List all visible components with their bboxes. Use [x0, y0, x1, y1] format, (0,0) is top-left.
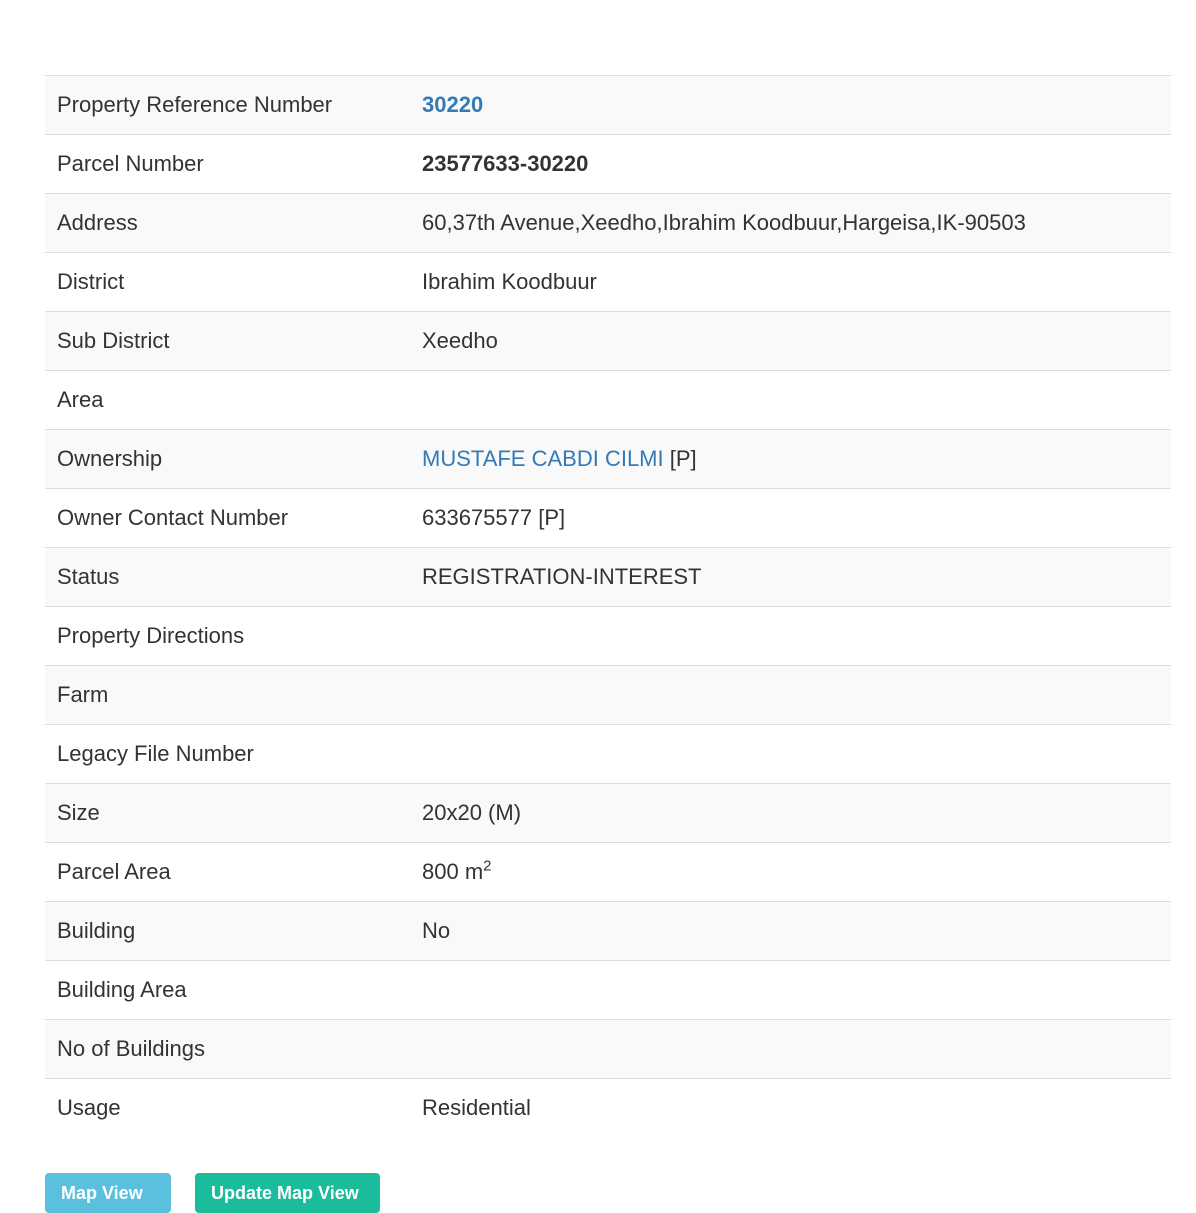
size-label: Size	[57, 799, 100, 825]
area-value	[410, 371, 1171, 430]
size-value: 20x20 (M)	[422, 799, 522, 825]
map-view-button[interactable]: Map View	[45, 1173, 171, 1213]
parcel-area-value-cell	[410, 843, 1171, 902]
owner-contact-number-label: Owner Contact Number	[57, 504, 289, 530]
row-property-reference-number	[45, 76, 1171, 135]
row-legacy-file-number	[45, 725, 1171, 784]
row-ownership	[45, 430, 1171, 489]
ownership-label: Ownership	[57, 445, 163, 471]
row-status	[45, 548, 1171, 607]
legacy-file-number-value	[410, 725, 1171, 784]
row-size	[45, 784, 1171, 843]
row-area	[45, 371, 1171, 430]
owner-name-link[interactable]: MUSTAFE CABDI CILMI	[422, 445, 664, 471]
property-reference-number-label: Property Reference Number	[57, 91, 333, 117]
no-of-buildings-value	[410, 1020, 1171, 1079]
farm-label: Farm	[57, 681, 109, 707]
building-area-label: Building Area	[57, 976, 187, 1002]
row-property-directions	[45, 607, 1171, 666]
sub-district-value: Xeedho	[422, 327, 498, 353]
property-reference-number-value-cell	[410, 76, 1171, 135]
area-label: Area	[57, 386, 104, 412]
usage-value: Residential	[422, 1094, 531, 1120]
row-no-of-buildings	[45, 1020, 1171, 1079]
parcel-area-value: 800 m	[422, 858, 484, 884]
usage-label: Usage	[57, 1094, 121, 1120]
parcel-area-unit-exponent: 2	[483, 857, 492, 875]
row-building	[45, 902, 1171, 961]
address-value: 60,37th Avenue,Xeedho,Ibrahim Koodbuur,Hargeisa,IK-90503	[422, 209, 1026, 235]
row-address	[45, 194, 1171, 253]
row-parcel-area	[45, 843, 1171, 902]
farm-value	[410, 666, 1171, 725]
parcel-area-label: Parcel Area	[57, 858, 171, 884]
row-owner-contact-number	[45, 489, 1171, 548]
sub-district-label: Sub District	[57, 327, 170, 353]
row-parcel-number	[45, 135, 1171, 194]
status-value: REGISTRATION-INTEREST	[422, 563, 702, 589]
building-label: Building	[57, 917, 136, 943]
property-reference-number-link[interactable]: 30220	[422, 91, 484, 117]
parcel-number-label: Parcel Number	[57, 150, 204, 176]
row-sub-district	[45, 312, 1171, 371]
building-area-value	[410, 961, 1171, 1020]
owner-type-tag: [P]	[669, 445, 697, 471]
no-of-buildings-label: No of Buildings	[57, 1035, 205, 1061]
property-directions-value	[410, 607, 1171, 666]
row-farm	[45, 666, 1171, 725]
ownership-value-cell	[410, 430, 1171, 489]
row-usage	[45, 1079, 1171, 1138]
address-label: Address	[57, 209, 138, 235]
property-details-table	[45, 75, 1171, 1137]
district-value: Ibrahim Koodbuur	[422, 268, 597, 294]
building-value: No	[422, 917, 451, 943]
district-label: District	[57, 268, 125, 294]
owner-contact-number-value: 633675577 [P]	[422, 504, 566, 530]
row-district	[45, 253, 1171, 312]
property-directions-label: Property Directions	[57, 622, 245, 648]
update-map-view-button[interactable]: Update Map View	[195, 1173, 380, 1213]
legacy-file-number-label: Legacy File Number	[57, 740, 254, 766]
row-building-area	[45, 961, 1171, 1020]
parcel-number-value: 23577633-30220	[422, 150, 589, 176]
status-label: Status	[57, 563, 120, 589]
